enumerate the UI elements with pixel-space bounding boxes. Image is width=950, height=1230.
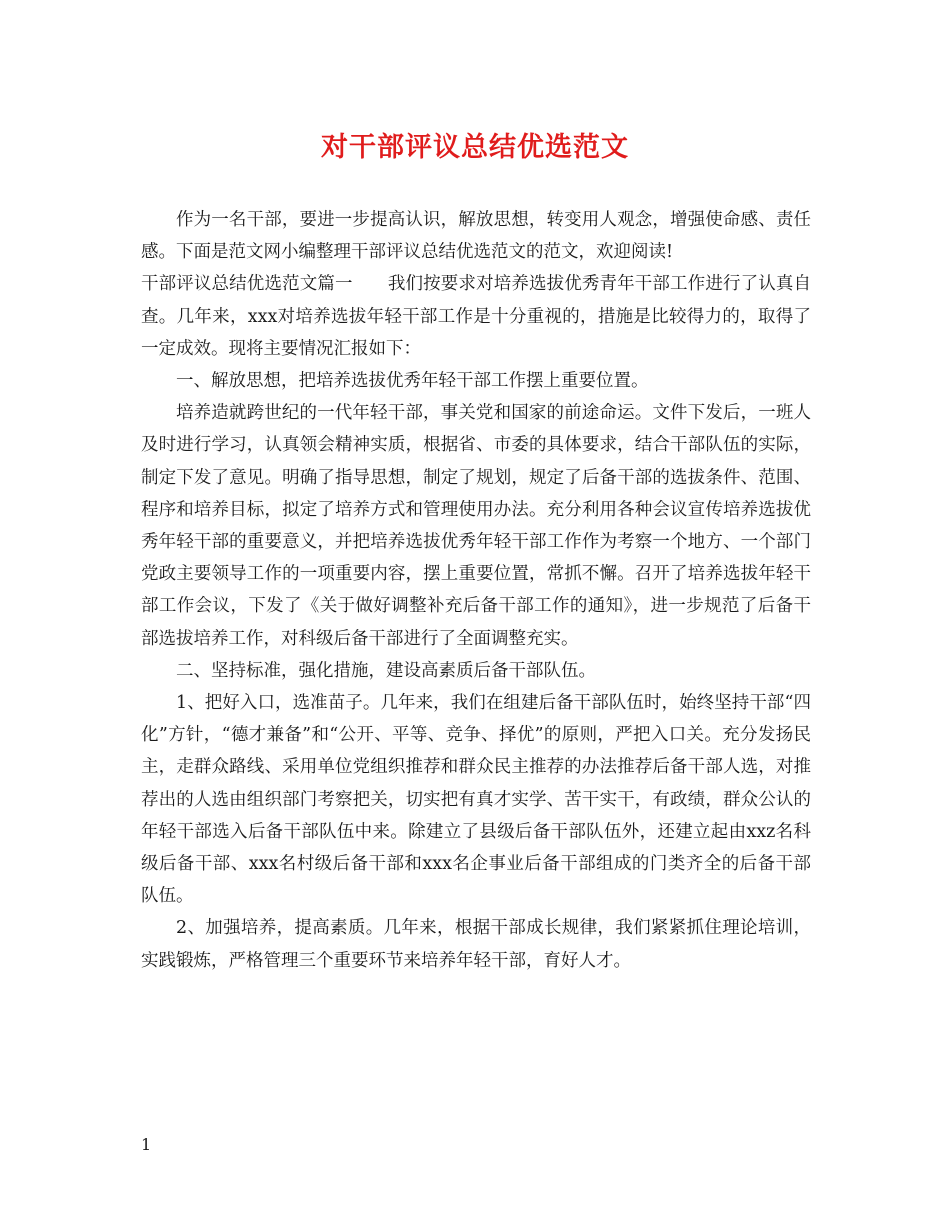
heading-part-one: 一、解放思想，把培养选拔优秀年轻干部工作摆上重要位置。	[176, 371, 649, 392]
document-title: 对干部评议总结优选范文	[321, 132, 629, 163]
page-number: 1	[141, 1135, 152, 1154]
paragraph-intro: 作为一名干部，要进一步提高认识，解放思想，转变用人观念，增强使命感、责任感。下面是范文网小编整理干部评议总结优选范文的范文，欢迎阅读!	[141, 210, 811, 263]
document-body	[141, 204, 811, 977]
paragraph-part-two-item-two: 2、加强培养，提高素质。几年来，根据干部成长规律，我们紧紧抓住理论培训，实践锻炼，严格管理三个重要环节来培养年轻干部，育好人才。	[141, 918, 811, 971]
paragraph-section-one: 干部评议总结优选范文篇一 我们按要求对培养选拔优秀青年干部工作进行了认真自查。几年来，xxx对培养选拔年轻干部工作是十分重视的，措施是比较得力的，取得了一定成效。现将主要情况汇报如下：	[141, 274, 811, 359]
paragraph-part-one-body: 培养造就跨世纪的一代年轻干部，事关党和国家的前途命运。文件下发后，一班人及时进行学习，认真领会精神实质，根据省、市委的具体要求，结合干部队伍的实际，制定下发了意见。明确了指导思想，制定了规划，规定了后备干部的选拔条件、范围、程序和培养目标，拟定了培养方式和管理使用办法。充分利用各种会议宣传培养选拔优秀年轻干部的重要意义，并把培养选拔优秀年轻干部工作作为考察一个地方、一个部门党政主要领导工作的一项重要内容，摆上重要位置，常抓不懈。召开了培养选拔年轻干部工作会议，下发了《关于做好调整补充后备干部工作的通知》，进一步规范了后备干部选拔培养工作，对科级后备干部进行了全面调整充实。	[141, 403, 811, 649]
heading-part-two: 二、坚持标准，强化措施，建设高素质后备干部队伍。	[176, 660, 596, 681]
paragraph-part-two-item-one: 1、把好入口，选准苗子。几年来，我们在组建后备干部队伍时，始终坚持干部“四化”方针，“德才兼备”和“公开、平等、竞争、择优”的原则，严把入口关。充分发扬民主，走群众路线、采用单位党组织推荐和群众民主推荐的办法推荐后备干部人选，对推荐出的人选由组织部门考察把关，切实把有真才实学、苦干实干，有政绩，群众公认的年轻干部选入后备干部队伍中来。除建立了县级后备干部队伍外，还建立起由xxz名科级后备干部、xxx名村级后备干部和xxx名企事业后备干部组成的门类齐全的后备干部队伍。	[141, 693, 811, 907]
